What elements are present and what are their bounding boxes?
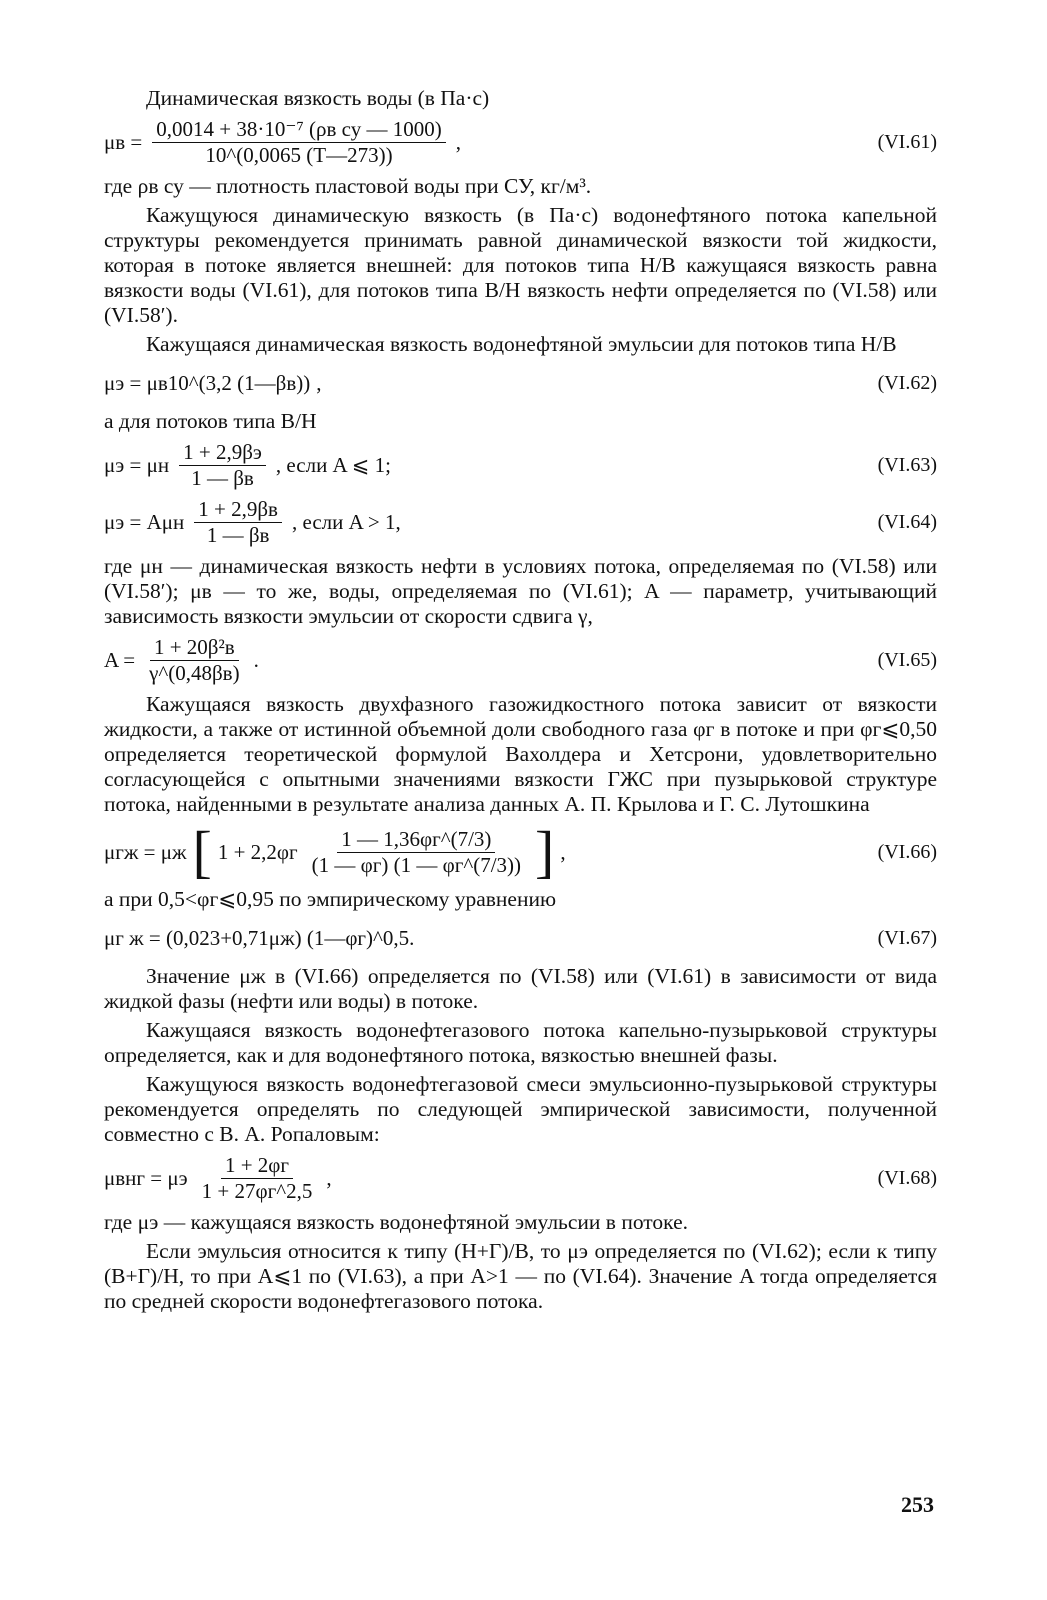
equation-body [104, 635, 259, 686]
equation-tail: , [316, 370, 322, 395]
equation-vi-68 [104, 1153, 937, 1204]
equation-inner-term: 1 + 2,2φг [217, 839, 298, 864]
paragraph: где ρв су — плотность пластовой воды при СУ, кг/м³. [104, 174, 592, 198]
fraction-numerator: 1 + 20β²в [150, 635, 239, 661]
fraction-numerator: 0,0014 + 38·10⁻⁷ (ρв су — 1000) [152, 117, 445, 143]
equation-number: (VI.62) [877, 371, 937, 394]
equation-number: (VI.65) [877, 649, 937, 671]
equation-number: (VI.68) [877, 1167, 937, 1189]
paragraph: Кажущаяся вязкость двухфазного газожидкостного потока зависит от вязкости жидкости, а также от истинной объемной доли свободного газа φг в потоке и при φг⩽0,50 определяется теоретической формулой Вахолдера и Хетсрони, удовлетворительно согласующейся с опытными значениями вязкости ГЖС при пузырьковой структуре потока, найденными в результате анализа данных А. П. Крылова и Г. С. Лутошкина [104, 692, 937, 816]
equation-lhs: A = [104, 648, 136, 672]
equation-vi-61 [104, 117, 937, 168]
paragraph: Кажущуюся вязкость водонефтегазовой смеси эмульсионно-пузырьковой структуры рекомендуется определять по следующей эмпирической зависимости, полученной совместно с В. А. Ропаловым: [104, 1072, 937, 1146]
page-body [104, 86, 937, 1314]
equation-number: (VI.64) [877, 511, 937, 533]
page-number: 253 [901, 1492, 934, 1517]
equation-number: (VI.66) [877, 840, 937, 863]
equation-tail: , [455, 130, 461, 154]
equation-body [104, 819, 566, 884]
fraction [194, 497, 282, 548]
equation-condition: , если A > 1, [291, 510, 401, 534]
equation-tail: , [560, 839, 566, 864]
fraction-numerator: 1 — 1,36φг^(7/3) [337, 827, 495, 853]
fraction [308, 827, 525, 878]
equation-body [104, 371, 321, 396]
left-bracket: [ [192, 819, 212, 884]
equation-lhs: μвнг = μэ [104, 1166, 188, 1190]
equation-lhs: μэ = μн [104, 453, 170, 477]
fraction-denominator: 1 + 27φг^2,5 [201, 1179, 313, 1203]
paragraph: Если эмульсия относится к типу (Н+Г)/В, то μэ определяется по (VI.62); если к типу (В+Г)/Н, то при A⩽1 по (VI.63), а при A>1 — по (VI.64). Значение A тогда определяется по средней скорости водонефтегазового потока. [104, 1239, 937, 1313]
equation-number: (VI.67) [877, 926, 937, 949]
equation-lhs: μэ = Aμн [104, 510, 185, 534]
fraction-numerator: 1 + 2,9βэ [179, 440, 266, 466]
paragraph: а для потоков типа В/Н [104, 409, 317, 433]
paragraph: Кажущаяся вязкость водонефтегазового потока капельно-пузырьковой структуры определяется, как и для водонефтяного потока, вязкостью внешней фазы. [104, 1018, 937, 1067]
paragraph: Кажущуюся динамическую вязкость (в Па·с) водонефтяного потока капельной структуры рекомендуется принимать равной динамической вязкости той жидкости, которая в потоке является внешней: для потоков типа Н/В кажущаяся вязкость равна вязкости воды (VI.61), для потоков типа В/Н вязкость нефти определяется по (VI.58) или (VI.58′). [104, 203, 937, 327]
intro-line: Динамическая вязкость воды (в Па·с) [146, 86, 490, 110]
equation-vi-67 [104, 918, 937, 958]
equation-condition: , если A ⩽ 1; [275, 453, 391, 477]
fraction-numerator: 1 + 2φг [221, 1153, 293, 1179]
equation-lhs: μв = [104, 130, 143, 154]
equation-expression: μэ = μв10^(3,2 (1—βв)) [104, 370, 311, 395]
fraction [152, 117, 445, 168]
fraction-denominator: (1 — φг) (1 — φг^(7/3)) [311, 852, 522, 877]
fraction [198, 1153, 317, 1204]
equation-body [104, 1153, 332, 1204]
equation-vi-64 [104, 497, 937, 548]
fraction-denominator: γ^(0,48βв) [149, 661, 240, 685]
equation-vi-63 [104, 440, 937, 491]
equation-vi-66 [104, 819, 937, 884]
equation-expression: μг ж = (0,023+0,71μж) (1—φг)^0,5. [104, 925, 415, 950]
equation-body [104, 497, 401, 548]
right-bracket: ] [535, 819, 555, 884]
fraction-denominator: 10^(0,0065 (T—273)) [205, 143, 393, 167]
paragraph: где μэ — кажущаяся вязкость водонефтяной эмульсии в потоке. [104, 1210, 688, 1234]
fraction [179, 440, 266, 491]
equation-body [104, 926, 414, 951]
paragraph: Кажущаяся динамическая вязкость водонефтяной эмульсии для потоков типа Н/В [146, 332, 897, 356]
equation-body [104, 117, 461, 168]
equation-vi-65 [104, 635, 937, 686]
equation-vi-62 [104, 363, 937, 403]
fraction-numerator: 1 + 2,9βв [194, 497, 282, 523]
equation-number: (VI.61) [877, 131, 937, 153]
equation-number: (VI.63) [877, 454, 937, 476]
equation-tail: , [326, 1166, 332, 1190]
paragraph: где μн — динамическая вязкость нефти в условиях потока, определяемая по (VI.58) или (VI.58′); μв — то же, воды, определяемая по (VI.61); A — параметр, учитывающий зависимость вязкости эмульсии от скорости сдвига γ, [104, 554, 937, 628]
paragraph: а при 0,5<φг⩽0,95 по эмпирическому уравнению [104, 887, 557, 911]
fraction-denominator: 1 — βв [191, 466, 254, 490]
equation-body [104, 440, 391, 491]
equation-lhs: μгж = μж [104, 839, 187, 864]
fraction [145, 635, 243, 686]
paragraph: Значение μж в (VI.66) определяется по (VI.58) или (VI.61) в зависимости от вида жидкой фазы (нефти или воды) в потоке. [104, 964, 937, 1013]
fraction-denominator: 1 — βв [206, 523, 270, 547]
equation-tail: . [253, 648, 259, 672]
